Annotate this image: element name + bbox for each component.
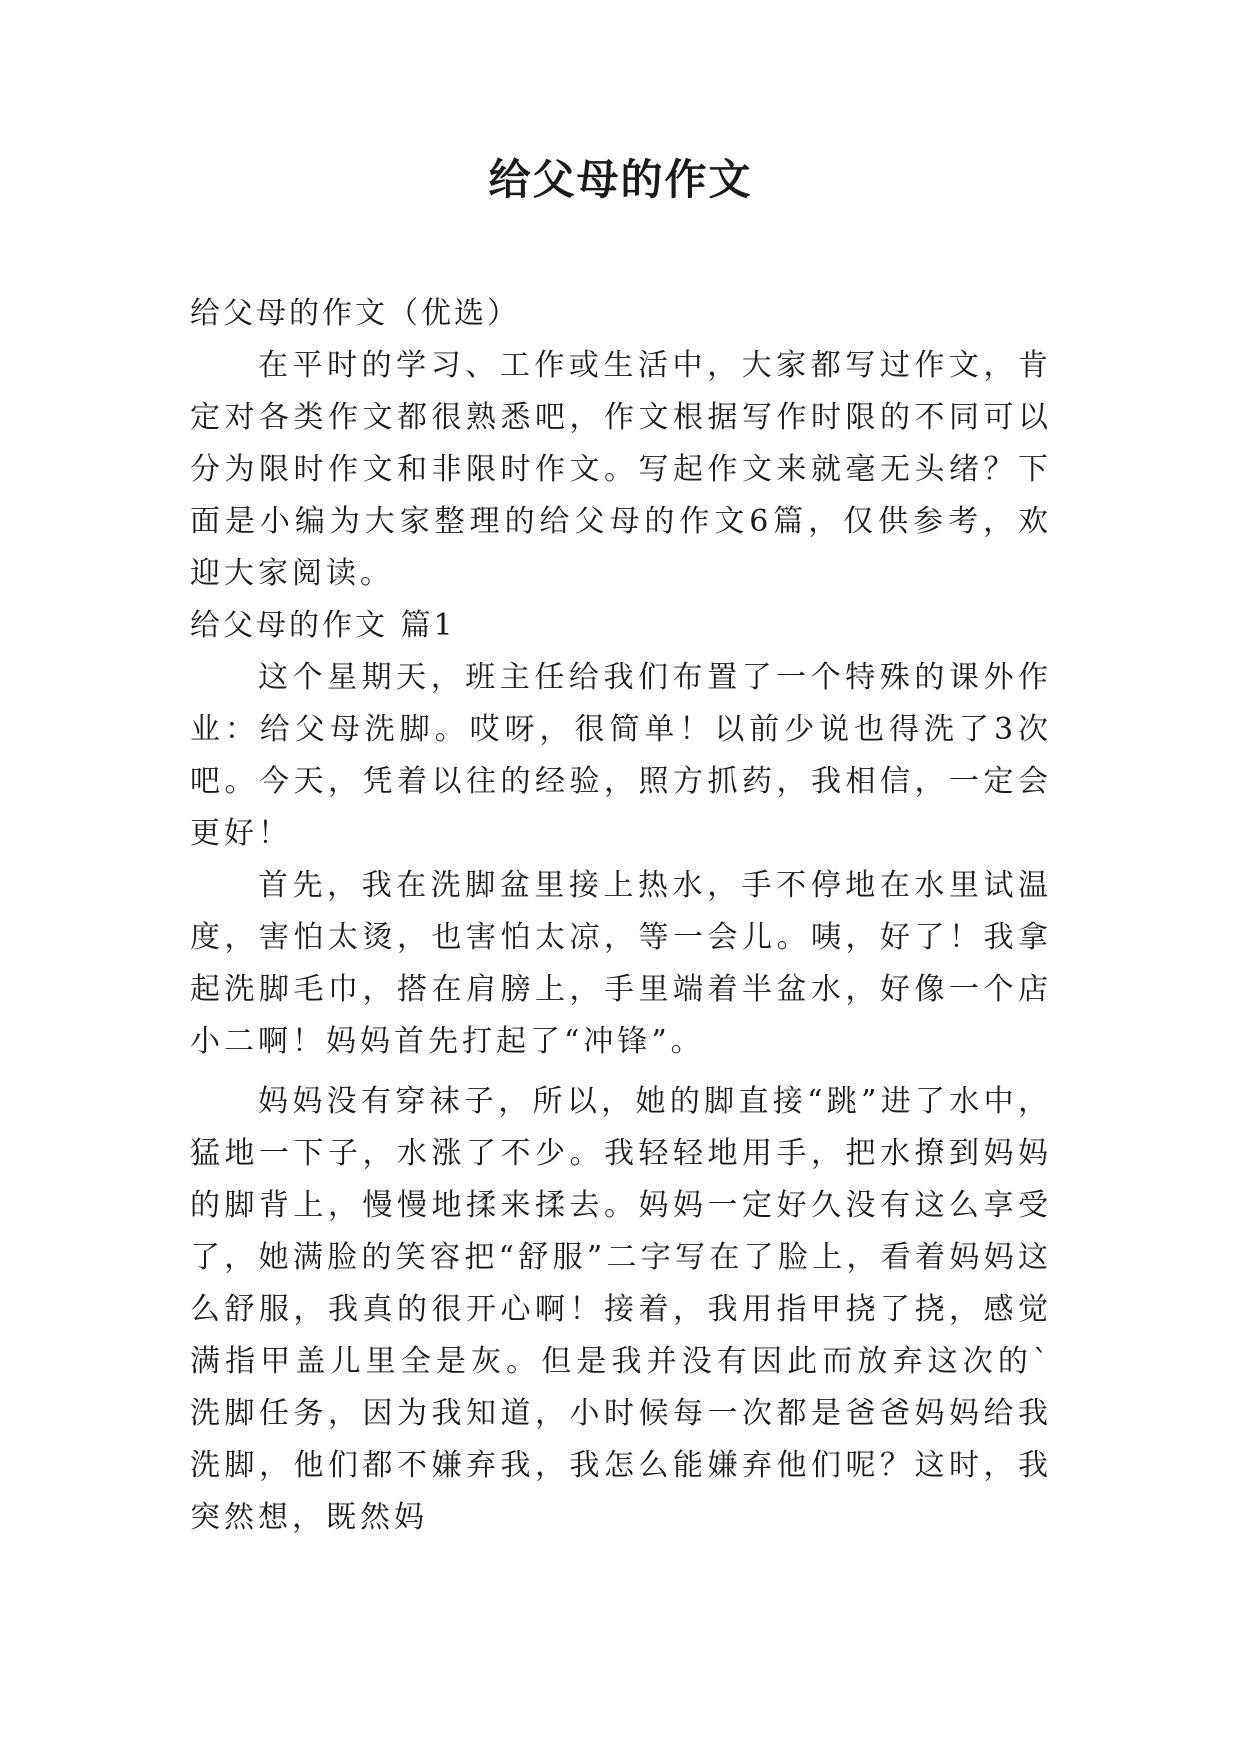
- paragraph-gap: [190, 1068, 1052, 1076]
- body-paragraph: 这个星期天，班主任给我们布置了一个特殊的课外作业：给父母洗脚。哎呀，很简单！以前少说也得洗了3次吧。今天，凭着以往的经验，照方抓药，我相信，一定会更好！: [190, 660, 1052, 851]
- document-body: [190, 288, 1052, 1544]
- section-heading: 给父母的作文 篇1: [190, 608, 456, 643]
- intro-paragraph: 在平时的学习、工作或生活中，大家都写过作文，肯定对各类作文都很熟悉吧，作文根据写作时限的不同可以分为限时作文和非限时作文。写起作文来就毫无头绪？下面是小编为大家整理的给父母的作文6篇，仅供参考，欢迎大家阅读。: [190, 348, 1052, 591]
- body-paragraph: 妈妈没有穿袜子，所以，她的脚直接“跳”进了水中，猛地一下子，水涨了不少。我轻轻地用手，把水撩到妈妈的脚背上，慢慢地揉来揉去。妈妈一定好久没有这么享受了，她满脸的笑容把“舒服”二字写在了脸上，看着妈妈这么舒服，我真的很开心啊！接着，我用指甲挠了挠，感觉满指甲盖儿里全是灰。但是我并没有因此而放弃这次的`洗脚任务，因为我知道，小时候每一次都是爸爸妈妈给我洗脚，他们都不嫌弃我，我怎么能嫌弃他们呢？这时，我突然想，既然妈: [190, 1084, 1052, 1535]
- document-title: 给父母的作文: [488, 155, 753, 204]
- body-paragraph: 首先，我在洗脚盆里接上热水，手不停地在水里试温度，害怕太烫，也害怕太凉，等一会儿。咦，好了！我拿起洗脚毛巾，搭在肩膀上，手里端着半盆水，好像一个店小二啊！妈妈首先打起了“冲锋”。: [190, 868, 1052, 1059]
- document-subtitle: 给父母的作文（优选）: [190, 296, 520, 331]
